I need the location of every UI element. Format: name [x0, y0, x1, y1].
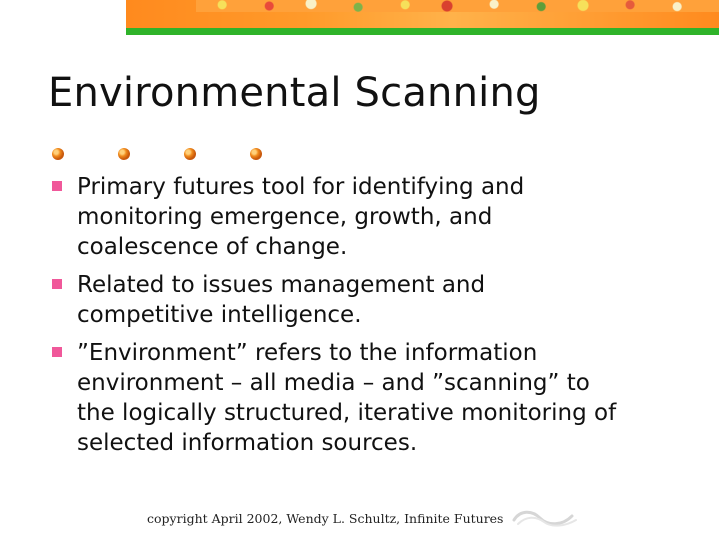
bullet-text: ”Environment” refers to the information environment – all media – and ”scanning” to the logically structured, iterative monitoring of selected information sources.: [77, 340, 617, 456]
bullet-item: [52, 172, 652, 262]
pink-square-bullet-icon: [52, 347, 62, 357]
bullet-item: [52, 270, 652, 330]
bullet-list: [52, 172, 652, 466]
pink-square-bullet-icon: [52, 279, 62, 289]
decorative-dots: [52, 148, 272, 162]
header-banner: [126, 0, 719, 28]
orange-dot-icon: [250, 148, 262, 160]
orange-dot-icon: [118, 148, 130, 160]
bullet-text: Related to issues management and competitive intelligence.: [77, 272, 486, 328]
copyright-footer: copyright April 2002, Wendy L. Schultz, Infinite Futures: [147, 511, 504, 526]
infinite-futures-logo-icon: [510, 504, 580, 530]
flower-banner-image: [196, 0, 719, 12]
slide-title: Environmental Scanning: [48, 70, 541, 116]
orange-dot-icon: [52, 148, 64, 160]
bullet-item: [52, 338, 652, 458]
pink-square-bullet-icon: [52, 181, 62, 191]
bullet-text: Primary futures tool for identifying and monitoring emergence, growth, and coalescence of change.: [77, 174, 525, 260]
banner-divider: [126, 28, 719, 35]
orange-dot-icon: [184, 148, 196, 160]
